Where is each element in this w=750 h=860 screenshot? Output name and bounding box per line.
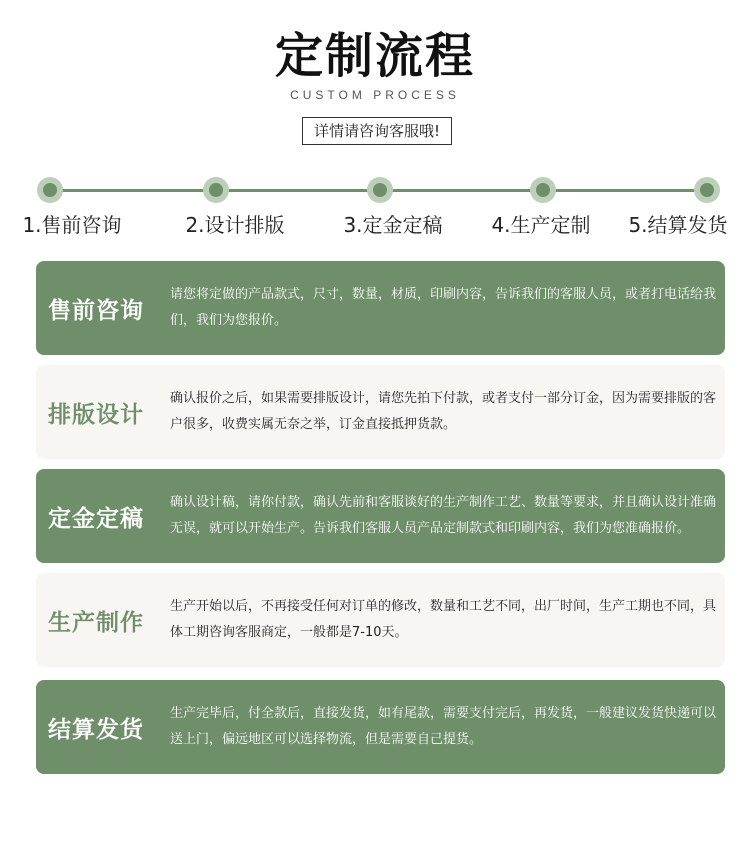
step-dot-1 xyxy=(37,177,63,203)
page-subtitle: CUSTOM PROCESS xyxy=(290,88,460,102)
card-description: 确认设计稿，请你付款，确认先前和客服谈好的生产制作工艺、数量等要求，并且确认设计准确无误，就可以开始生产。告诉我们客服人员产品定制款式和印刷内容，我们为您准确报价。 xyxy=(170,495,717,536)
card-description: 生产完毕后，付全款后，直接发货，如有尾款，需要支付完后，再发货，一般建议发货快递可以送上门，偏远地区可以选择物流，但是需要自己提货。 xyxy=(170,706,717,747)
card-description: 生产开始以后，不再接受任何对订单的修改，数量和工艺不同，出厂时间，生产工期也不同，具体工期咨询客服商定，一般都是7-10天。 xyxy=(170,599,717,640)
card-title: 排版设计 xyxy=(48,400,144,428)
step-card-design xyxy=(36,365,725,459)
step-dot-2 xyxy=(203,177,229,203)
card-title: 定金定稿 xyxy=(48,504,144,532)
step-dot-3 xyxy=(367,177,393,203)
step-card-presale xyxy=(36,261,725,355)
card-description: 请您将定做的产品款式，尺寸，数量，材质，印刷内容，告诉我们的客服人员，或者打电话给我们，我们为您报价。 xyxy=(170,287,717,328)
card-title: 结算发货 xyxy=(48,715,144,743)
step-dot-5 xyxy=(694,177,720,203)
step-label-1: 1.售前咨询 xyxy=(22,213,122,237)
step-card-settlement xyxy=(36,680,725,774)
step-label-2: 2.设计排版 xyxy=(185,213,285,237)
page-title: 定制流程 xyxy=(274,28,475,84)
step-card-deposit xyxy=(36,469,725,563)
contact-tagline: 详情请咨询客服哦! xyxy=(302,117,452,145)
step-label-5: 5.结算发货 xyxy=(628,213,728,237)
card-title: 生产制作 xyxy=(48,608,144,636)
step-label-3: 3.定金定稿 xyxy=(343,213,443,237)
step-label-4: 4.生产定制 xyxy=(491,213,591,237)
step-card-production xyxy=(36,573,725,667)
card-title: 售前咨询 xyxy=(48,296,144,324)
step-dot-4 xyxy=(530,177,556,203)
card-description: 确认报价之后，如果需要排版设计，请您先拍下付款，或者支付一部分订金，因为需要排版的客户很多，收费实属无奈之举，订金直接抵押货款。 xyxy=(170,391,717,432)
